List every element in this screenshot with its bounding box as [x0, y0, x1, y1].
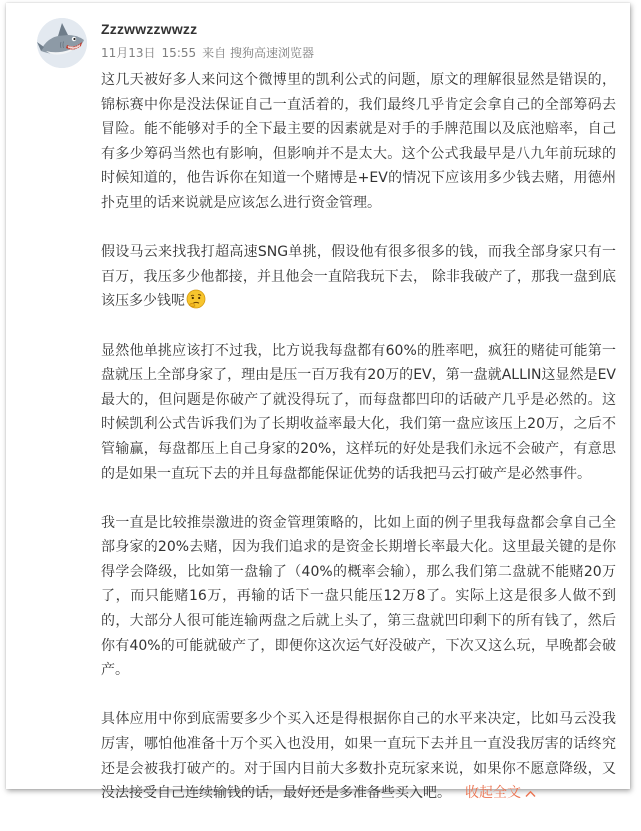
chevron-up-icon [525, 782, 536, 807]
post-meta [101, 44, 314, 61]
post-paragraph-text: 假设马云来找我打超高速SNG单挑，假设他有很多很多的钱，而我全部身家只有一百万，我压多少他都接，并且他会一直陪我玩下去， 除非我破产了，那我一盘到底该压多少钱呢 [101, 244, 616, 310]
post-paragraph [101, 240, 616, 314]
post-paragraph: 显然他单挑应该打不过我，比方说我每盘都有60%的胜率吧，疯狂的赌徒可能第一盘就压上全部身家了，理由是压一百万我有20万的EV，第一盘就ALLIN这显然是EV最大的，但问题是你破产了就没得玩了，而每盘都凹印的话破产几乎是必然的。这时候凯利公式告诉我们为了长期收益率最大化，我们第一盘应该压上20万，之后不管输赢，每盘都压上自己身家的20%，这样玩的好处是我们永远不会破产，有意思的是如果一直玩下去的并且每盘都能保证优势的话我把马云打破产是必然事件。 [101, 342, 616, 482]
weibo-post-card [6, 3, 630, 802]
avatar[interactable] [37, 18, 87, 68]
post-source: 来自 搜狗高速浏览器 [202, 46, 314, 60]
post-paragraph [101, 707, 616, 806]
post-content [101, 68, 616, 831]
thinking-face-emoji-icon [186, 289, 206, 309]
username[interactable]: Zzzwwzzwwzz [101, 21, 198, 37]
post-paragraph: 我一直是比较推崇激进的资金管理策略的，比如上面的例子里我每盘都会拿自己全部身家的20%去赌，因为我们追求的是资金长期增长率最大化。这里最关键的是你得学会降级，比如第一盘输了（40%的概率会输），那么我们第二盘就不能赌20万了，而只能赌16万，再输的话下一盘只能压12万8了。实际上这是很多人做不到的，大部分人很可能连输两盘之后就上头了，第三盘就凹印剩下的所有钱了，然后你有40%的可能就破产了，即便你这次运气好没破产，下次又这么玩，早晚都会破产。 [101, 514, 616, 679]
post-paragraph-text: 具体应用中你到底需要多少个买入还是得根据你自己的水平来决定，比如马云没我厉害，哪怕他准备十万个买入也没用，如果一直玩下去并且一直没我厉害的话终究还是会被我打破产的。对于国内目前大多数扑克玩家来说，如果你不愿意降级，又没法接受自己连续输钱的话，最好还是多准备些买入吧。 [101, 711, 616, 802]
collapse-full-text-link[interactable] [465, 785, 536, 801]
post-time[interactable]: 15:55 [161, 46, 197, 60]
shark-avatar-icon [37, 18, 87, 68]
collapse-label: 收起全文 [465, 785, 521, 802]
post-paragraph: 这几天被好多人来问这个微博里的凯利公式的问题，原文的理解很显然是错误的，锦标赛中你是没法保证自己一直活着的，我们最终几乎肯定会拿自己的全部筹码去冒险。能不能够对手的全下最主要的因素就是对手的手牌范围以及底池赔率，自己有多少筹码当然也有影响，但影响并不是太大。这个公式我最早是八九年前玩球的时候知道的，他告诉你在知道一个赌博是+EV的情况下应该用多少钱去赌，用德州扑克里的话来说就是应该怎么进行资金管理。 [101, 72, 616, 211]
post-date[interactable]: 11月13日 [101, 46, 156, 60]
